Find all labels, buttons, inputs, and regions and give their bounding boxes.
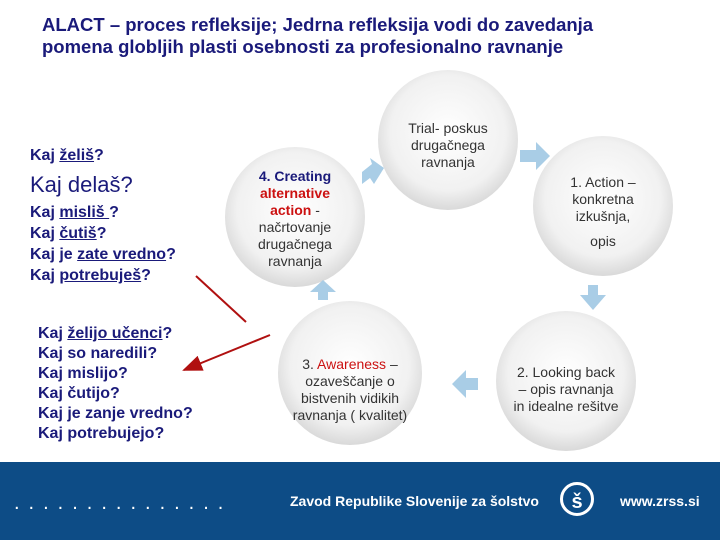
student-question-3: Kaj mislijo? (38, 365, 128, 382)
arrow-looking-to-awareness (452, 370, 478, 398)
student-question-5: Kaj je zanje vredno? (38, 405, 193, 422)
student-question-1: Kaj želijo učenci? (38, 325, 173, 342)
arrow-trial-to-action (520, 142, 550, 170)
teacher-question-5: Kaj je zate vredno? (30, 246, 176, 263)
title-line-1: ALACT – proces refleksije; Jedrna refleksija vodi do zavedanja (42, 14, 594, 35)
red-arrow-to-students (184, 335, 270, 370)
student-question-6: Kaj potrebujejo? (38, 425, 165, 442)
teacher-question-6: Kaj potrebuješ? (30, 267, 151, 284)
action-label: 1. Action – konkretna izkušnja, opis (570, 174, 636, 249)
organization-name: Zavod Republike Slovenije za šolstvo (290, 493, 539, 509)
teacher-question-3: Kaj misliš ? (30, 204, 119, 221)
footer-dots: ............... (14, 492, 233, 514)
awareness-label: 3. Awareness – ozaveščanje o bistvenih vidikih ravnanja ( kvalitet) (292, 356, 408, 423)
website-url[interactable]: www.zrss.si (620, 493, 700, 509)
teacher-question-4: Kaj čutiš? (30, 225, 107, 242)
trial-label: Trial- poskus drugačnega ravnanja (408, 120, 488, 170)
red-connector-line (196, 276, 246, 322)
arrow-creating-to-trial (362, 158, 384, 184)
arrow-action-to-looking (580, 285, 606, 310)
student-question-2: Kaj so naredili? (38, 345, 158, 362)
title-line-2: pomena globljih plasti osebnosti za profesionalno ravnanje (42, 36, 564, 57)
student-question-4: Kaj čutijo? (38, 385, 120, 402)
creating-label: 4. Creating alternative action - načrtovanje drugačnega ravnanja (258, 168, 332, 269)
teacher-question-2: Kaj delaš? (30, 172, 133, 197)
looking-back-label: 2. Looking back – opis ravnanja in idealne rešitve (513, 364, 619, 414)
footer-bar (0, 462, 720, 540)
teacher-question-1: Kaj želiš? (30, 147, 104, 164)
zrss-logo-icon: š (560, 482, 594, 516)
